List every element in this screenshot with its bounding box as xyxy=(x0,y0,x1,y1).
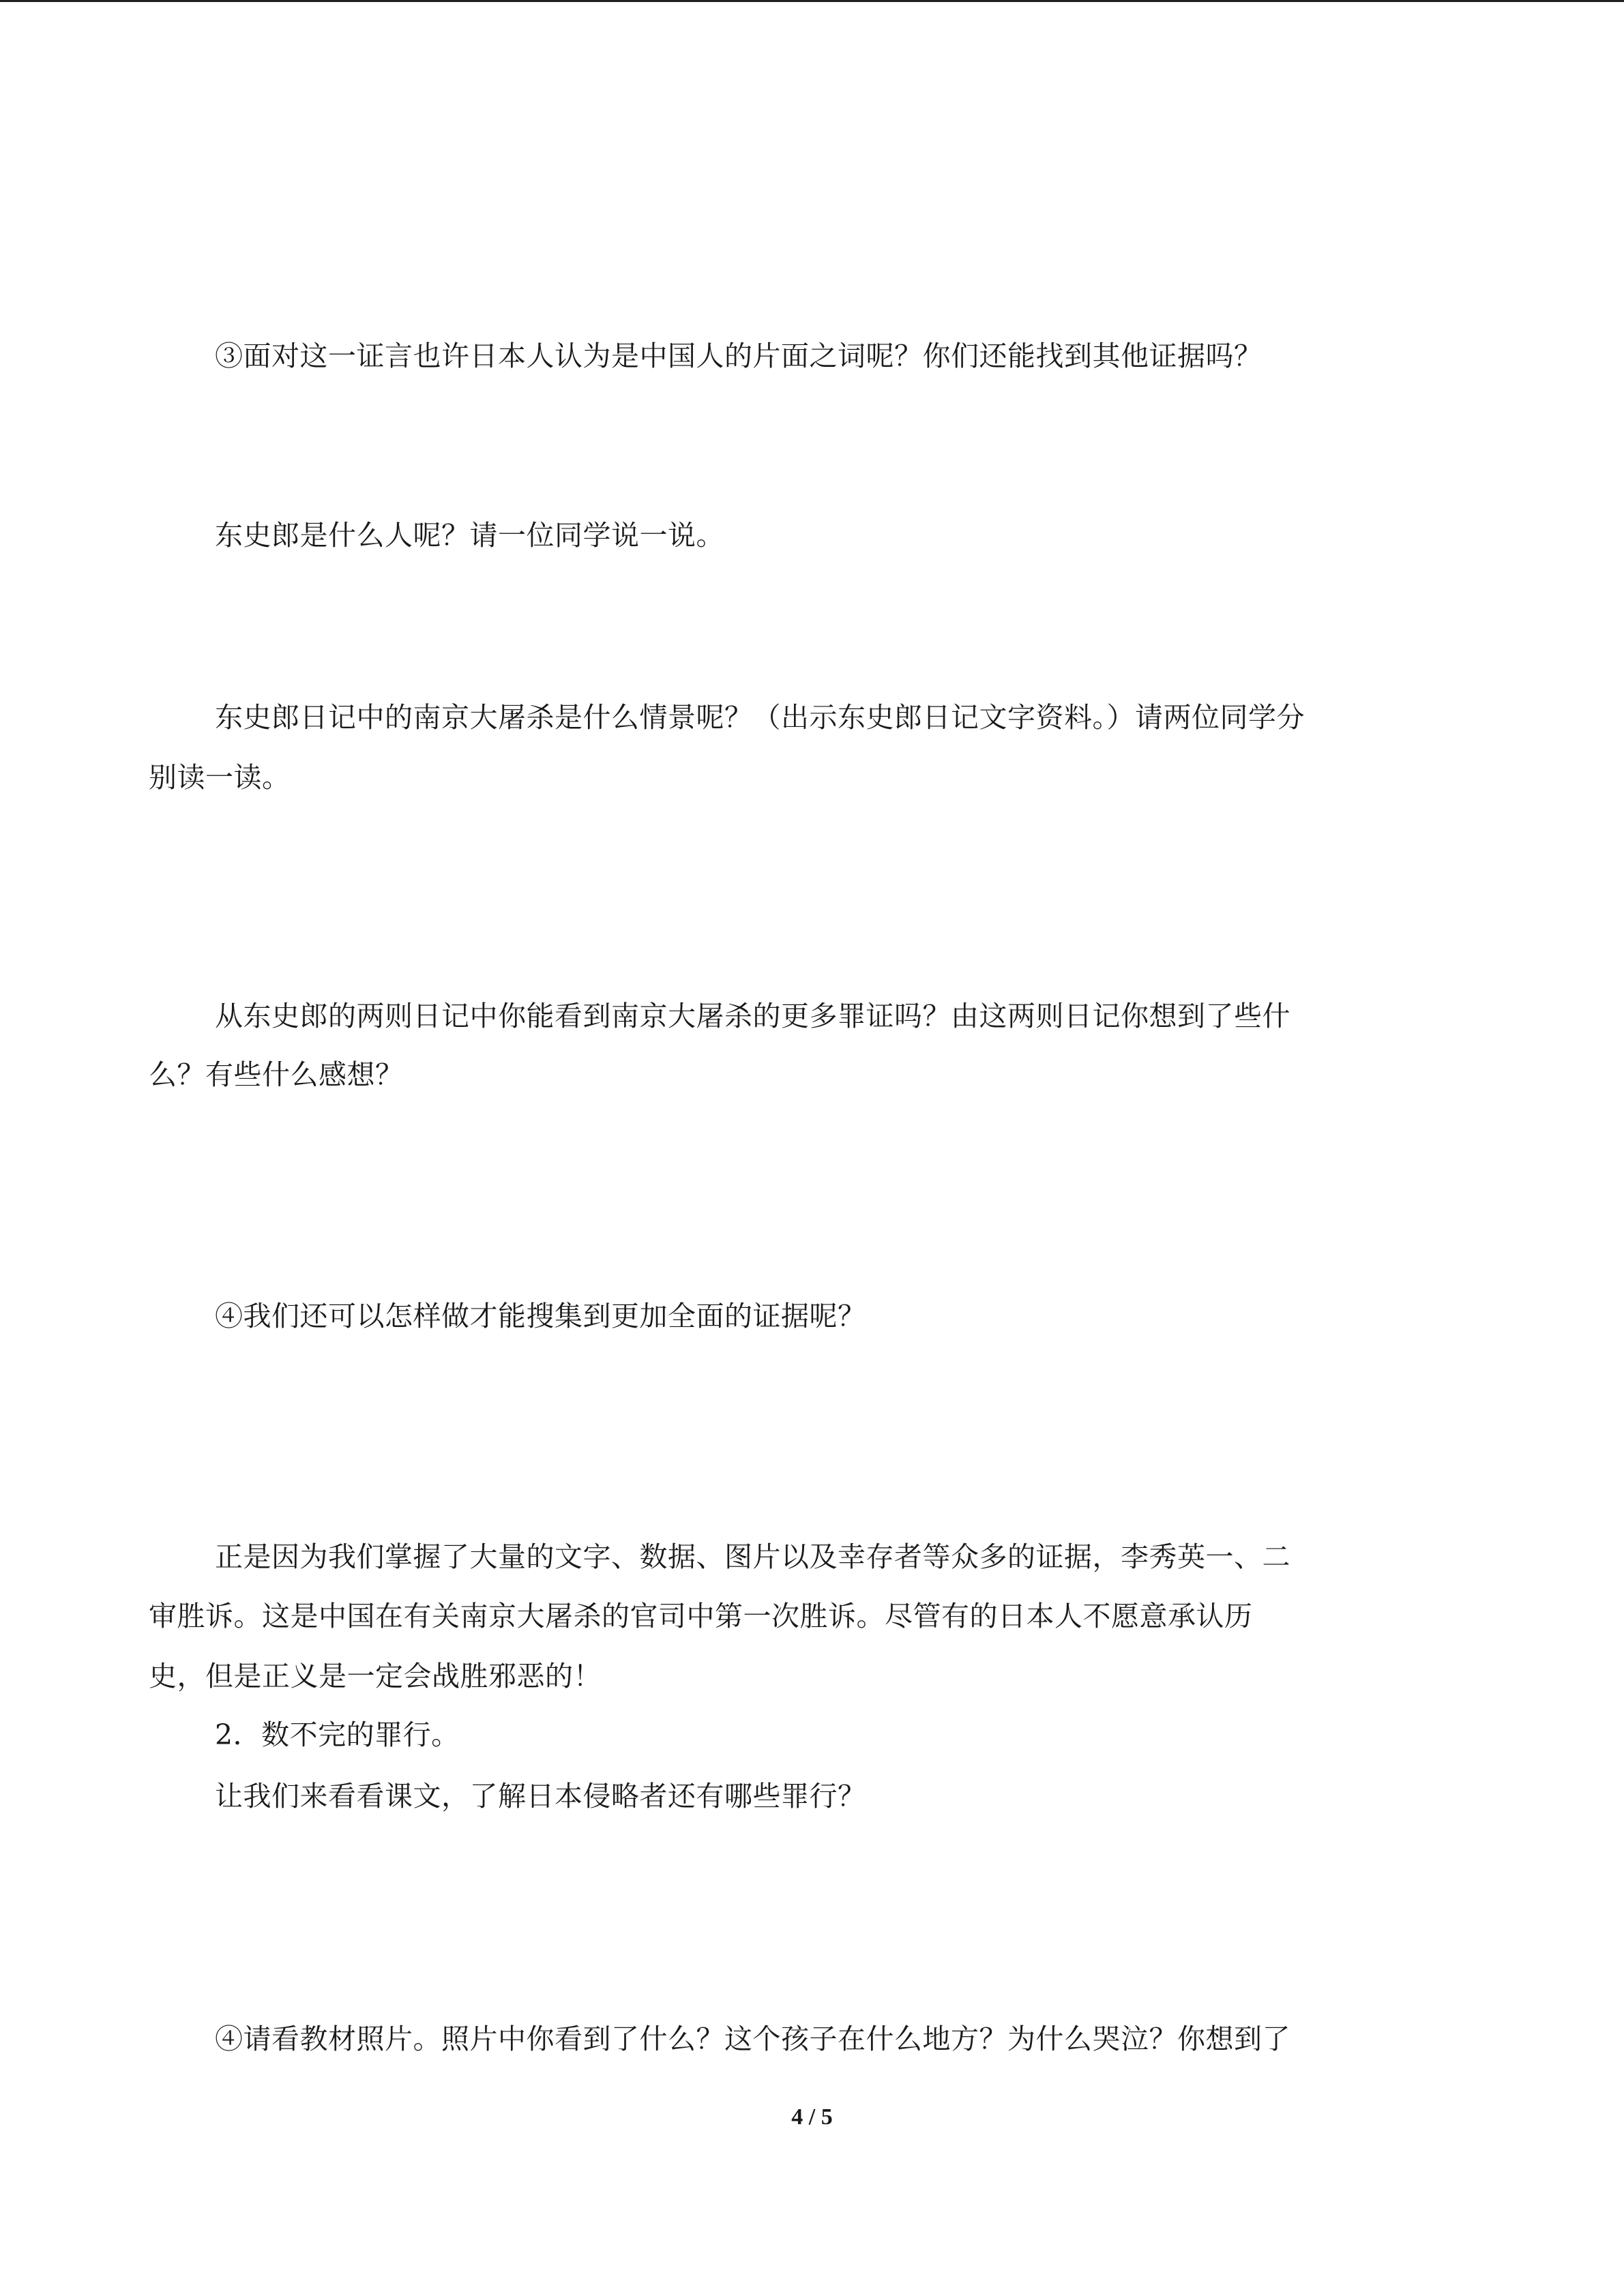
top-border-line xyxy=(0,0,1624,2)
paragraph-line: ③面对这一证言也许日本人认为是中国人的片面之词呢？你们还能找到其他证据吗？ xyxy=(215,340,1263,372)
paragraph-line: ④请看教材照片。照片中你看到了什么？这个孩子在什么地方？为什么哭泣？你想到了 xyxy=(215,2023,1290,2055)
paragraph-line: ④我们还可以怎样做才能搜集到更加全面的证据呢？ xyxy=(215,1300,866,1332)
paragraph-line: 东史郎是什么人呢？请一位同学说一说。 xyxy=(215,519,724,552)
paragraph-line: 审胜诉。这是中国在有关南京大屠杀的官司中第一次胜诉。尽管有的日本人不愿意承认历 xyxy=(149,1600,1253,1632)
paragraph-line: 从东史郎的两则日记中你能看到南京大屠杀的更多罪证吗？由这两则日记你想到了些什 xyxy=(215,1000,1290,1032)
paragraph-line: 正是因为我们掌握了大量的文字、数据、图片以及幸存者等众多的证据，李秀英一、二 xyxy=(215,1540,1290,1573)
paragraph-line: 么？有些什么感想？ xyxy=(149,1058,404,1091)
paragraph-line: 让我们来看看课文，了解日本侵略者还有哪些罪行？ xyxy=(215,1780,866,1813)
paragraph-line: 史，但是正义是一定会战胜邪恶的！ xyxy=(149,1660,602,1693)
paragraph-line: 别读一读。 xyxy=(149,761,291,794)
paragraph-line: 东史郎日记中的南京大屠杀是什么情景呢？（出示东史郎日记文字资料。）请两位同学分 xyxy=(215,701,1305,734)
page-number: 4 / 5 xyxy=(791,2104,833,2130)
section-heading: 2．数不完的罪行。 xyxy=(215,1718,460,1751)
